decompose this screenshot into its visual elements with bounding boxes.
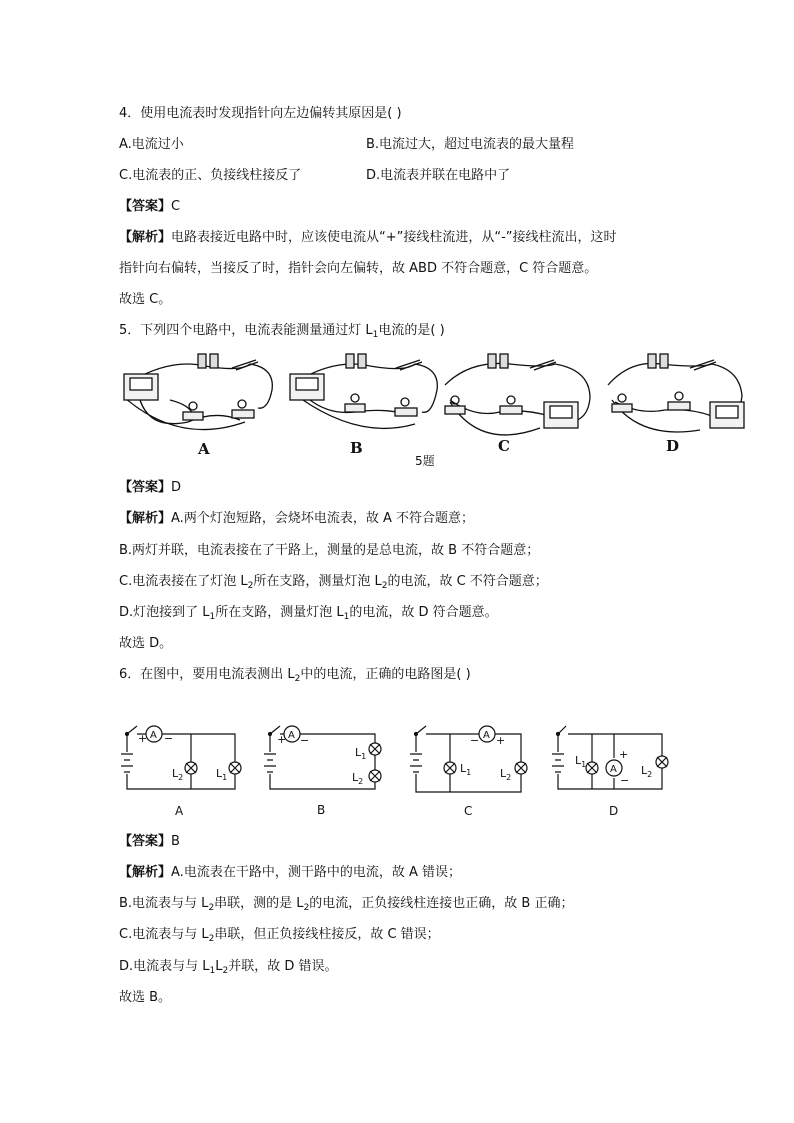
text: B.电流表与与 L (119, 896, 209, 911)
q5-analysis-b: B.两灯并联，电流表接在了干路上，测量的是总电流，故 B 不符合题意； (119, 543, 540, 558)
q4-question: 4．使用电流表时发现指针向左边偏转其原因是( ) (119, 106, 402, 121)
q5-analysis-d (119, 605, 498, 621)
q6-d-meter-symbol: A (610, 764, 617, 775)
q4-option-a: A.电流过小 (119, 137, 184, 152)
q6-a-lamp2: $L_2$ (172, 767, 184, 782)
text: 所在支路，测量灯泡 L (215, 605, 344, 620)
q4-answer (119, 199, 180, 215)
q6-c-plus: + (496, 734, 506, 747)
q4-option-b: B.电流过大，超过电流表的最大量程 (366, 137, 575, 152)
analysis-text: A.电流表在干路中，测干路中的电流，故 A 错误； (171, 865, 461, 880)
analysis-tag: 【解析】 (119, 230, 172, 245)
analysis-tag: 【解析】 (119, 865, 172, 880)
q6-question-pre: 6．在图中，要用电流表测出 L (119, 667, 295, 682)
q6-a-lamp1: $L_1$ (216, 767, 228, 782)
q6-b-plus: + (277, 733, 287, 746)
q6-choose: 故选 B。 (119, 990, 172, 1005)
q5-circuit-b (290, 354, 437, 428)
sub: 1 (209, 966, 216, 976)
q6-analysis-a (119, 865, 461, 881)
answer-tag: 【答案】 (119, 480, 172, 495)
q6-figure-label-a: A (175, 804, 184, 818)
text: 所在支路，测量灯泡 L (253, 574, 382, 589)
q6-figure-label-b: B (317, 803, 326, 817)
sub: 1 (209, 612, 216, 622)
q6-d-lamp2: $L_2$ (641, 764, 653, 779)
q6-d-plus: + (619, 748, 629, 761)
answer-tag: 【答案】 (119, 199, 172, 214)
q6-c-meter-symbol: A (483, 730, 490, 741)
q6-analysis-b (119, 896, 573, 912)
q5-answer (119, 480, 181, 496)
q5-circuit-c (445, 354, 590, 435)
q6-question (119, 667, 471, 683)
sub: 2 (303, 903, 310, 913)
q6-a-minus: − (164, 732, 174, 745)
q5-question-sub: 1 (372, 330, 379, 340)
q6-circuit-figure (0, 722, 794, 802)
q4-option-d: D.电流表并联在电路中了 (366, 168, 511, 183)
q6-answer (119, 834, 180, 850)
q6-figure-label-c: C (464, 804, 473, 818)
q5-figure-label-d: D (666, 437, 680, 455)
q6-analysis-c (119, 927, 440, 943)
q6-b-minus: − (300, 734, 310, 747)
q6-a-plus: + (138, 732, 148, 745)
q5-choose: 故选 D。 (119, 636, 173, 651)
answer-value: C (171, 199, 181, 214)
sub: 2 (247, 581, 254, 591)
q6-b-meter-symbol: A (288, 730, 295, 741)
text: D.灯泡接到了 L (119, 605, 210, 620)
text: 的电流，故 C 不符合题意； (387, 574, 548, 589)
q5-figure-label-c: C (498, 437, 510, 455)
q6-d-lamp1: $L_1$ (575, 754, 587, 769)
q6-c-minus: − (470, 734, 480, 747)
q6-a-meter-symbol: A (150, 730, 157, 741)
q6-b-lamp1: $L_1$ (355, 746, 367, 761)
q6-d-minus: − (620, 774, 630, 787)
q6-question-post: 中的电流，正确的电路图是( ) (300, 667, 471, 682)
answer-value: D (171, 480, 182, 495)
q6-question-sub: 2 (294, 674, 301, 684)
q5-analysis-a (119, 511, 474, 527)
text: 串联，测的是 L (214, 896, 304, 911)
text: 串联，但正负接线柱接反，故 C 错误； (214, 927, 440, 942)
q5-question-post: 电流的是( ) (378, 323, 445, 338)
answer-tag: 【答案】 (119, 834, 172, 849)
q6-c-lamp1: $L_1$ (460, 762, 472, 777)
analysis-tag: 【解析】 (119, 511, 172, 526)
text: 并联，故 D 错误。 (228, 959, 338, 974)
analysis-text: 电路表接近电路中时，应该使电流从“+”接线柱流进，从“-”接线柱流出，这时 (171, 230, 617, 245)
q5-question-pre: 5．下列四个电路中，电流表能测量通过灯 L (119, 323, 373, 338)
q4-choose: 故选 C。 (119, 292, 172, 307)
sub: 2 (381, 581, 388, 591)
q4-analysis-line-2: 指针向右偏转，当接反了时，指针会向左偏转，故 ABD 不符合题意，C 符合题意。 (119, 261, 598, 276)
q6-c-lamp2: $L_2$ (500, 767, 512, 782)
q5-circuit-d (608, 354, 744, 432)
analysis-text: A.两个灯泡短路，会烧坏电流表，故 A 不符合题意； (171, 511, 474, 526)
q6-analysis-d (119, 959, 338, 975)
sub: 1 (343, 612, 350, 622)
text: D.电流表与与 L (119, 959, 210, 974)
q5-circuit-a (124, 354, 272, 430)
q4-option-c: C.电流表的正、负接线柱接反了 (119, 168, 302, 183)
sub: 2 (208, 903, 215, 913)
text: L (215, 959, 223, 974)
q5-analysis-c (119, 574, 548, 590)
q5-figure-caption: 5题 (415, 454, 435, 468)
text: 的电流，故 D 符合题意。 (349, 605, 498, 620)
text: 的电流，正负接线柱连接也正确，故 B 正确； (309, 896, 574, 911)
q6-b-lamp2: $L_2$ (352, 771, 364, 786)
answer-value: B (171, 834, 180, 849)
q6-circuit-d (552, 726, 668, 789)
text: C.电流表接在了灯泡 L (119, 574, 248, 589)
q6-figure-label-d: D (609, 804, 619, 818)
q5-figure-label-b: B (350, 439, 363, 457)
q4-analysis-line-1 (119, 230, 617, 246)
q6-circuit-c (410, 726, 527, 792)
q5-question (119, 323, 445, 339)
sub: 2 (222, 966, 229, 976)
sub: 2 (208, 934, 215, 944)
text: C.电流表与与 L (119, 927, 209, 942)
q5-figure-label-a: A (198, 440, 210, 458)
